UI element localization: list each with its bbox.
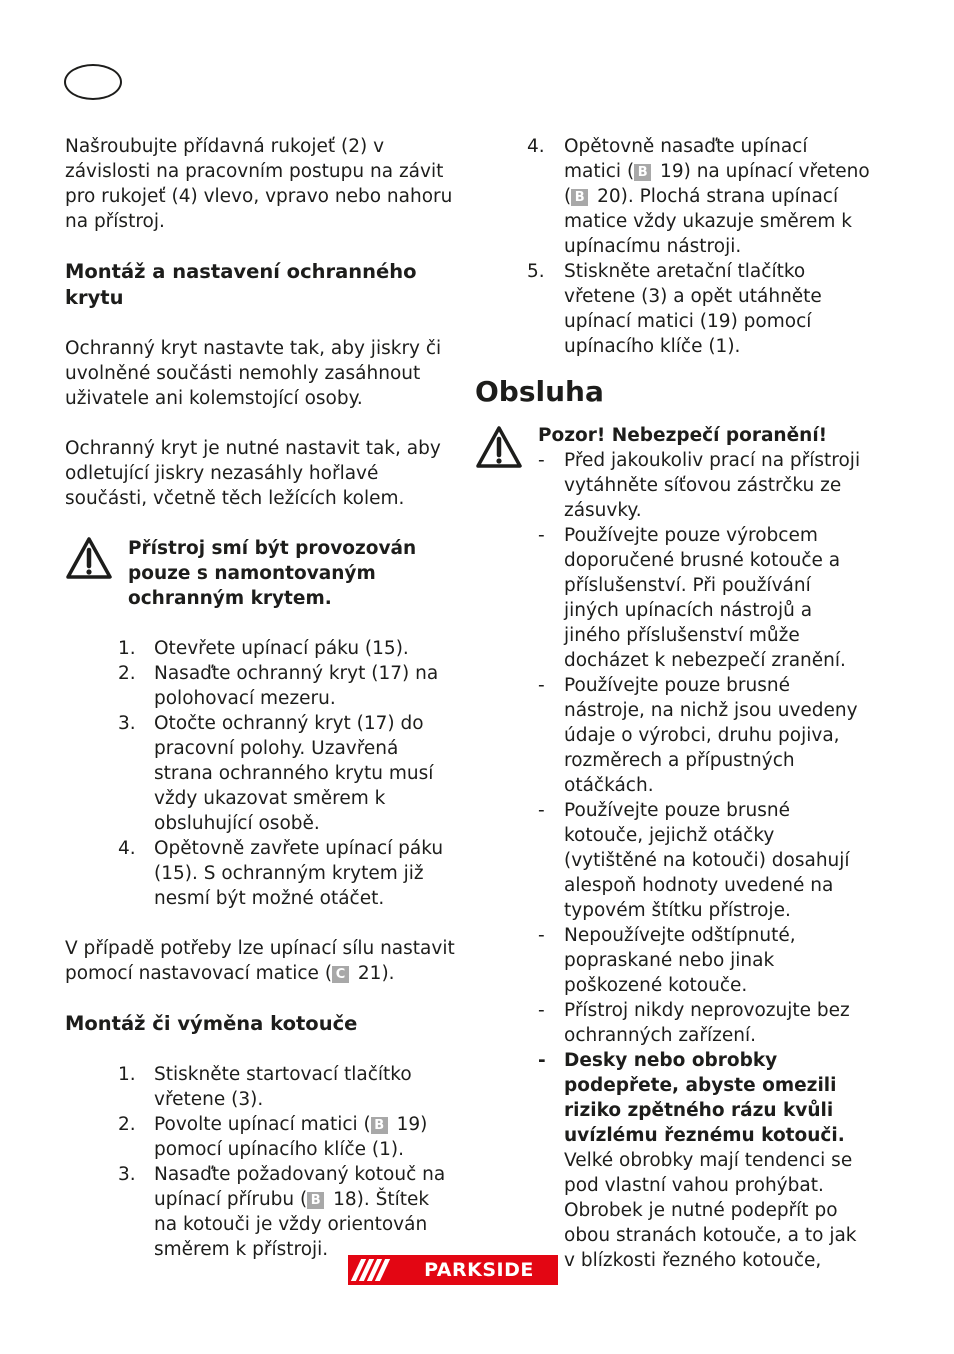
step-text-mid: 19) na upínací vřeteno (: [564, 161, 870, 207]
bullet-text: Velké obrobky mají tendenci se pod vlastní vahou prohýbat. Obrobek je nutné podepřít po obou stranách kotouče, a to jak v blízkosti řezného kotouče,: [564, 1150, 857, 1271]
list-item: [475, 1048, 870, 1273]
figure-ref-badge: B: [371, 1117, 388, 1134]
figure-ref-badge: C: [332, 966, 349, 983]
dash-marker: -: [538, 925, 545, 946]
list-item: [475, 798, 870, 923]
guard-paragraph-2: Ochranný kryt je nutné nastavit tak, aby odletující jiskry nezasáhly hořlavé součásti, včetně těch ležících kolem.: [65, 438, 441, 509]
step-text: Povolte upínací matici (: [154, 1114, 371, 1135]
list-item: [475, 523, 870, 673]
bullet-bold-text: Desky nebo obrobky podepřete, abyste omezili riziko zpětného rázu kvůli uvízlému řeznému kotouči.: [564, 1050, 845, 1146]
list-item: [475, 259, 870, 359]
operation-warning: [475, 423, 870, 1273]
guard-warning-text: Přístroj smí být provozován pouze s namontovaným ochranným krytem.: [128, 538, 417, 609]
operation-bullets: [475, 448, 870, 1273]
dash-marker: -: [538, 800, 545, 821]
step-text-end: 20). Plochá strana upínací matice vždy ukazuje směrem k upínacímu nástroji.: [564, 186, 852, 257]
bullet-text: Používejte pouze brusné nástroje, na nichž jsou uvedeny údaje o výrobci, druhu pojiva, rozměrech a přípustných otáčkách.: [564, 675, 858, 796]
step-number: 2.: [118, 1114, 136, 1135]
step-text: Otevřete upínací páku (15).: [154, 638, 409, 659]
logo-text: PARKSIDE: [402, 1257, 556, 1283]
intro-paragraph: Našroubujte přídavná rukojeť (2) v závislosti na pracovním postupu na závit pro rukojeť (4) vlevo, vpravo nebo nahoru na přístroj.: [65, 136, 453, 232]
list-item: [65, 1162, 457, 1262]
logo-stripes-icon: [350, 1257, 402, 1283]
disc-steps-list: [65, 1062, 457, 1262]
clamp-force-ref: 21).: [352, 963, 395, 984]
right-column: [475, 134, 870, 1273]
warning-triangle-icon: [65, 536, 113, 580]
section-heading-operation: Obsluha: [475, 375, 604, 408]
section-heading-disc: Montáž či výměna kotouče: [65, 1012, 358, 1035]
step-number: 5.: [527, 261, 545, 282]
step-number: 1.: [118, 1064, 136, 1085]
step-text: Stiskněte aretační tlačítko vřetene (3) a opět utáhněte upínací matici (19) pomocí upínacího klíče (1).: [564, 261, 822, 357]
dash-marker: -: [538, 525, 545, 546]
clamp-force-text: V případě potřeby lze upínací sílu nastavit pomocí nastavovací matice (: [65, 938, 455, 984]
step-text-end: 18). Štítek na kotouči je vždy orientován směrem k přístroji.: [154, 1189, 430, 1260]
step-text-end: 19) pomocí upínacího klíče (1).: [154, 1114, 428, 1160]
list-item: [475, 448, 870, 523]
step-text: Nasaďte ochranný kryt (17) na polohovací mezeru.: [154, 663, 439, 709]
step-text: Opětovně zavřete upínací páku (15). S ochranným krytem již nesmí být možné otáčet.: [154, 838, 444, 909]
bullet-text: Používejte pouze výrobcem doporučené brusné kotouče a příslušenství. Při používání jiných upínacích nástrojů a jiného příslušenství může docházet k nebezpečí zranění.: [564, 525, 846, 671]
list-item: [475, 923, 870, 998]
list-item: [65, 836, 457, 911]
list-item: [475, 998, 870, 1048]
left-column: [65, 134, 457, 1262]
figure-ref-badge: B: [307, 1192, 324, 1209]
disc-steps-list-cont: [475, 134, 870, 359]
guard-steps-list: [65, 636, 457, 911]
step-text: Otočte ochranný kryt (17) do pracovní polohy. Uzavřená strana ochranného krytu musí vždy ukazovat směrem k obsluhující osobě.: [154, 713, 434, 834]
operation-warning-title: Pozor! Nebezpečí poranění!: [538, 425, 828, 446]
figure-ref-badge: B: [571, 189, 588, 206]
parkside-logo: [348, 1255, 558, 1285]
step-number: 4.: [118, 838, 136, 859]
list-item: [65, 636, 457, 661]
step-number: 1.: [118, 638, 136, 659]
dash-marker: -: [538, 1050, 546, 1071]
dash-marker: -: [538, 450, 545, 471]
bullet-text: Používejte pouze brusné kotouče, jejichž otáčky (vytištěné na kotouči) dosahují alespoň hodnoty uvedené na typovém štítku přístroje.: [564, 800, 850, 921]
list-item: [65, 711, 457, 836]
section-heading-guard: Montáž a nastavení ochranného krytu: [65, 260, 417, 309]
list-item: [65, 1062, 457, 1112]
step-number: 2.: [118, 663, 136, 684]
step-number: 3.: [118, 713, 136, 734]
guard-warning: [65, 536, 457, 611]
dash-marker: -: [538, 1000, 545, 1021]
step-text: Stiskněte startovací tlačítko vřetene (3).: [154, 1064, 412, 1110]
step-text: Opětovně nasaďte upínací matici (: [564, 136, 808, 182]
list-item: [65, 661, 457, 711]
figure-ref-badge: B: [634, 164, 651, 181]
list-item: [475, 134, 870, 259]
list-item: [65, 1112, 457, 1162]
guard-paragraph-1: Ochranný kryt nastavte tak, aby jiskry či uvolněné součásti nemohly zasáhnout uživatele ani kolemstojící osoby.: [65, 338, 442, 409]
step-text: Nasaďte požadovaný kotouč na upínací přírubu (: [154, 1164, 446, 1210]
clamp-force-paragraph: [65, 936, 457, 986]
bullet-text: Před jakoukoliv prací na přístroji vytáhněte síťovou zástrčku ze zásuvky.: [564, 450, 861, 521]
step-number: 3.: [118, 1164, 136, 1185]
step-number: 4.: [527, 136, 545, 157]
list-item: [475, 673, 870, 798]
bullet-text: Nepoužívejte odštípnuté, popraskané nebo jinak poškozené kotouče.: [564, 925, 796, 996]
dash-marker: -: [538, 675, 545, 696]
language-badge-oval: [64, 64, 122, 100]
bullet-text: Přístroj nikdy neprovozujte bez ochranných zařízení.: [564, 1000, 850, 1046]
